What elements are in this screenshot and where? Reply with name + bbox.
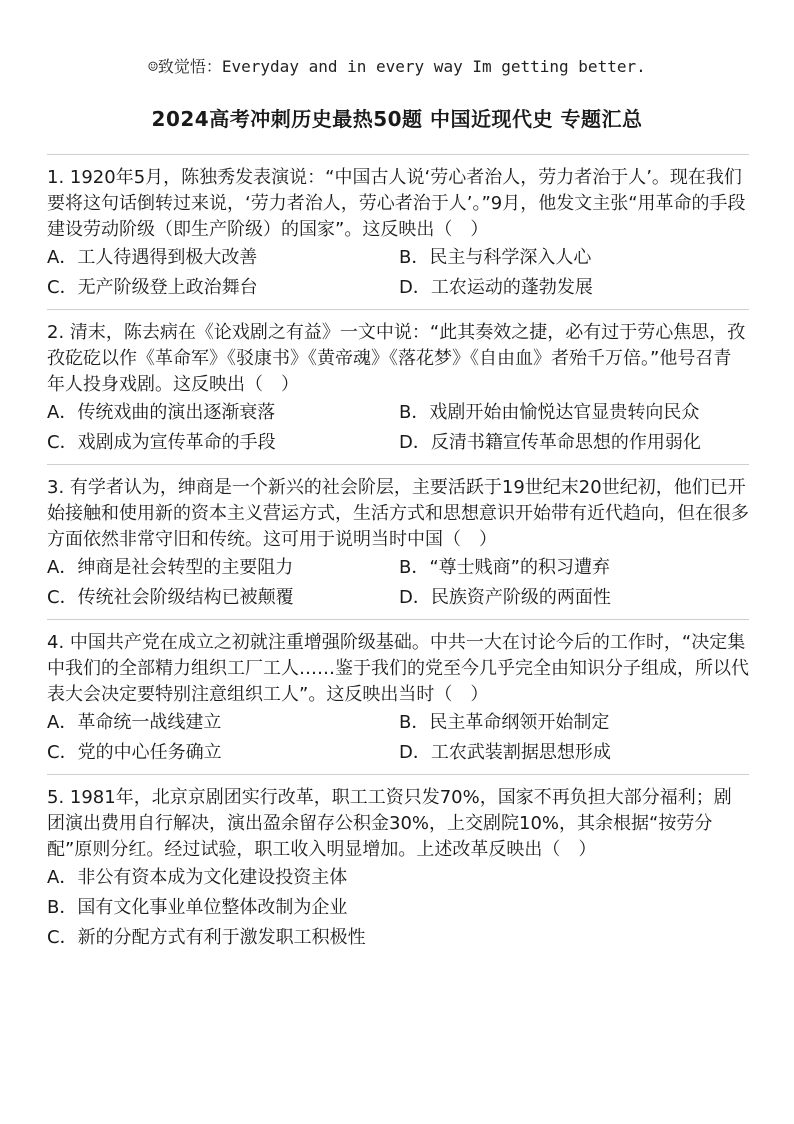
option-d[interactable]: D．反清书籍宣传革命思想的作用弱化 bbox=[399, 432, 701, 453]
option-list bbox=[47, 863, 749, 953]
option-grid bbox=[47, 708, 749, 768]
question-stem: 5. 1981年，北京京剧团实行改革，职工工资只发70%，国家不再负担大部分福利；剧团演出费用自行解决，演出盈余留存公积金30%，上交剧院10%，其余根据“按劳分配”原则分红。经过试验，职工收入明显增加。上述改革反映出（ ） bbox=[47, 787, 732, 860]
option-c[interactable]: C．新的分配方式有利于激发职工积极性 bbox=[47, 927, 366, 948]
option-grid bbox=[47, 243, 749, 303]
question-1 bbox=[47, 154, 749, 309]
option-b[interactable]: B．国有文化事业单位整体改制为企业 bbox=[47, 897, 348, 918]
option-c[interactable]: C．党的中心任务确立 bbox=[47, 742, 222, 763]
option-a[interactable]: A．非公有资本成为文化建设投资主体 bbox=[47, 867, 348, 888]
question-list bbox=[47, 154, 749, 959]
question-stem: 1. 1920年5月，陈独秀发表演说：“中国古人说‘劳心者治人，劳力者治于人’。现在我们要将这句话倒转过来说，‘劳力者治人，劳心者治于人’。”9月，他发文主张“用革命的手段建设劳动阶级（即生产阶级）的国家”。这反映出（ ） bbox=[47, 167, 746, 240]
option-a[interactable]: A．传统戏曲的演出逐渐衰落 bbox=[47, 402, 276, 423]
option-b[interactable]: B．民主与科学深入人心 bbox=[399, 247, 592, 268]
motto: ☺致觉悟：Everyday and in every way Im getting better. bbox=[148, 57, 646, 76]
question-2 bbox=[47, 309, 749, 464]
option-a[interactable]: A．绅商是社会转型的主要阻力 bbox=[47, 557, 294, 578]
question-5 bbox=[47, 774, 749, 959]
option-d[interactable]: D．工农运动的蓬勃发展 bbox=[399, 277, 593, 298]
question-3 bbox=[47, 464, 749, 619]
option-c[interactable]: C．无产阶级登上政治舞台 bbox=[47, 277, 258, 298]
option-c[interactable]: C．传统社会阶级结构已被颠覆 bbox=[47, 587, 294, 608]
option-b[interactable]: B．民主革命纲领开始制定 bbox=[399, 712, 610, 733]
option-b[interactable]: B．“尊士贱商”的积习遭弃 bbox=[399, 557, 610, 578]
question-stem: 3. 有学者认为，绅商是一个新兴的社会阶层，主要活跃于19世纪末20世纪初，他们已开始接触和使用新的资本主义营运方式，生活方式和思想意识开始带有近代趋向，但在很多方面依然非常守旧和传统。这可用于说明当时中国（ ） bbox=[47, 477, 749, 550]
question-4 bbox=[47, 619, 749, 774]
question-stem: 4. 中国共产党在成立之初就注重增强阶级基础。中共一大在讨论今后的工作时，“决定集中我们的全部精力组织工厂工人……鉴于我们的党至今几乎完全由知识分子组成，所以代表大会决定要特别注意组织工人”。这反映出当时（ ） bbox=[47, 632, 749, 705]
option-a[interactable]: A．革命统一战线建立 bbox=[47, 712, 222, 733]
question-stem: 2. 清末，陈去病在《论戏剧之有益》一文中说：“此其奏效之捷，必有过于劳心焦思，孜孜矻矻以作《革命军》《驳康书》《黄帝魂》《落花梦》《自由血》者殆千万倍。”他号召青年人投身戏剧。这反映出（ ） bbox=[47, 322, 746, 395]
option-a[interactable]: A．工人待遇得到极大改善 bbox=[47, 247, 258, 268]
option-d[interactable]: D．民族资产阶级的两面性 bbox=[399, 587, 611, 608]
page-title: 2024高考冲刺历史最热50题 中国近现代史 专题汇总 bbox=[151, 107, 643, 131]
option-grid bbox=[47, 398, 749, 458]
option-d[interactable]: D．工农武装割据思想形成 bbox=[399, 742, 611, 763]
option-c[interactable]: C．戏剧成为宣传革命的手段 bbox=[47, 432, 276, 453]
option-b[interactable]: B．戏剧开始由愉悦达官显贵转向民众 bbox=[399, 402, 700, 423]
option-grid bbox=[47, 553, 749, 613]
